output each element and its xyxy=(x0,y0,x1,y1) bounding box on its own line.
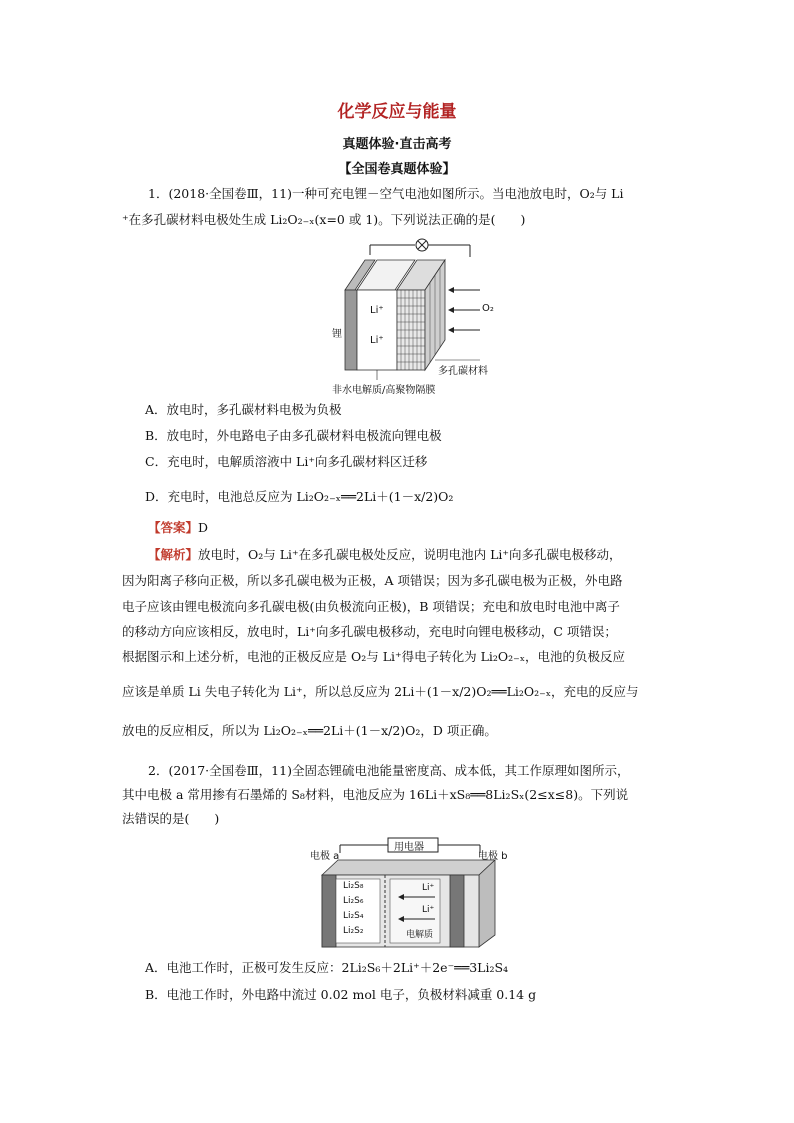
fig-label-device: 用电器 xyxy=(394,842,424,853)
fig-label-li2s4: Li₂S₄ xyxy=(343,911,364,921)
fig-label-carbon: 多孔碳材料 xyxy=(438,366,488,377)
section-heading: 【全国卷真题体验】 xyxy=(338,162,456,177)
cell-side xyxy=(479,860,495,947)
fig-label-o2: O₂ xyxy=(482,303,494,314)
q1-option-d: D．充电时，电池总反应为 Li₂O₂₋ₓ══2Li＋(1－x/2)O₂ xyxy=(145,489,454,504)
q1-analysis-line-6: 应该是单质 Li 失电子转化为 Li⁺，所以总反应为 2Li＋(1－x/2)O₂══Li₂O₂₋ₓ，充电的反应与 xyxy=(122,684,639,699)
q1-option-b: B．放电时，外电路电子由多孔碳材料电极流向锂电极 xyxy=(145,428,442,443)
answer-label: 【答案】 xyxy=(148,520,199,535)
fig-label-lithium: 锂 xyxy=(332,329,342,340)
lithium-air-battery-figure xyxy=(330,235,505,395)
electrode-a xyxy=(322,875,336,947)
q2-line2: 其中电极 a 常用掺有石墨烯的 S₈材料，电池反应为 16Li＋xS₈══8Li₂Sₓ(2≤x≤8)。下列说 xyxy=(122,787,629,802)
electrode-b xyxy=(450,875,464,947)
q1-analysis-line-4: 的移动方向应该相反，放电时，Li⁺向多孔碳电极移动，充电时向锂电极移动，C 项错误； xyxy=(122,624,617,639)
q2-option-b: B．电池工作时，外电路中流过 0.02 mol 电子，负极材料减重 0.14 g xyxy=(145,987,537,1002)
q1-line1: 1．(2018·全国卷Ⅲ，11)一种可充电锂－空气电池如图所示。当电池放电时，O₂与 Li xyxy=(148,186,624,201)
electrolyte-front xyxy=(357,290,397,370)
fig-label-li2s8: Li₂S₈ xyxy=(343,881,364,891)
q1-analysis-line-3: 电子应该由锂电极流向多孔碳电极(由负极流向正极)，B 项错误；充电和放电时电池中离子 xyxy=(122,599,620,614)
q2-line1: 2．(2017·全国卷Ⅲ，11)全固态锂硫电池能量密度高、成本低，其工作原理如图所示， xyxy=(148,763,630,778)
fig-label-li-ion-b: Li⁺ xyxy=(422,905,435,915)
fig-label-membrane: 非水电解质/高聚物隔膜 xyxy=(332,385,436,396)
fig-label-li-ion-a: Li⁺ xyxy=(422,883,435,893)
answer-value: D xyxy=(198,520,209,535)
fig-label-electrolyte: 电解质 xyxy=(406,930,434,940)
lithium-sulfur-battery-figure xyxy=(310,835,520,950)
fig-label-li-ion-1: Li⁺ xyxy=(370,305,384,316)
q2-option-a: A．电池工作时，正极可发生反应：2Li₂S₆＋2Li⁺＋2e⁻══3Li₂S₄ xyxy=(145,960,509,975)
lithium-front xyxy=(345,290,357,370)
fig-label-li2s2: Li₂S₂ xyxy=(343,926,364,936)
page-subtitle: 真题体验·直击高考 xyxy=(342,137,452,152)
cell-top xyxy=(322,860,495,875)
q1-option-a: A．放电时，多孔碳材料电极为负极 xyxy=(145,402,342,417)
fig-label-li-ion-2: Li⁺ xyxy=(370,335,384,346)
fig-label-electrode-a: 电极 a xyxy=(310,851,340,862)
q2-line3: 法错误的是( ) xyxy=(122,811,220,826)
analysis-label: 【解析】 xyxy=(148,547,199,562)
q1-line2: ⁺在多孔碳材料电极处生成 Li₂O₂₋ₓ(x=0 或 1)。下列说法正确的是( ) xyxy=(122,212,526,227)
analysis-text-1: 放电时，O₂与 Li⁺在多孔碳电极处反应，说明电池内 Li⁺向多孔碳电极移动， xyxy=(198,547,622,562)
fig-label-li2s6: Li₂S₆ xyxy=(343,896,364,906)
q1-analysis-line-7: 放电的反应相反，所以为 Li₂O₂₋ₓ══2Li＋(1－x/2)O₂，D 项正确。 xyxy=(122,723,497,738)
q1-answer-line xyxy=(148,519,708,537)
q1-option-c: C．充电时，电解质溶液中 Li⁺向多孔碳材料区迁移 xyxy=(145,454,428,469)
q1-analysis-line-2: 因为阳离子移向正极，所以多孔碳电极为正极，A 项错误；因为多孔碳电极为正极，外电路 xyxy=(122,573,623,588)
q1-analysis-line-1 xyxy=(148,546,708,564)
page-title: 化学反应与能量 xyxy=(337,102,457,122)
fig-label-electrode-b: 电极 b xyxy=(478,851,508,862)
q1-analysis-line-5: 根据图示和上述分析，电池的正极反应是 O₂与 Li⁺得电子转化为 Li₂O₂₋ₓ，电池的负极反应 xyxy=(122,649,626,664)
